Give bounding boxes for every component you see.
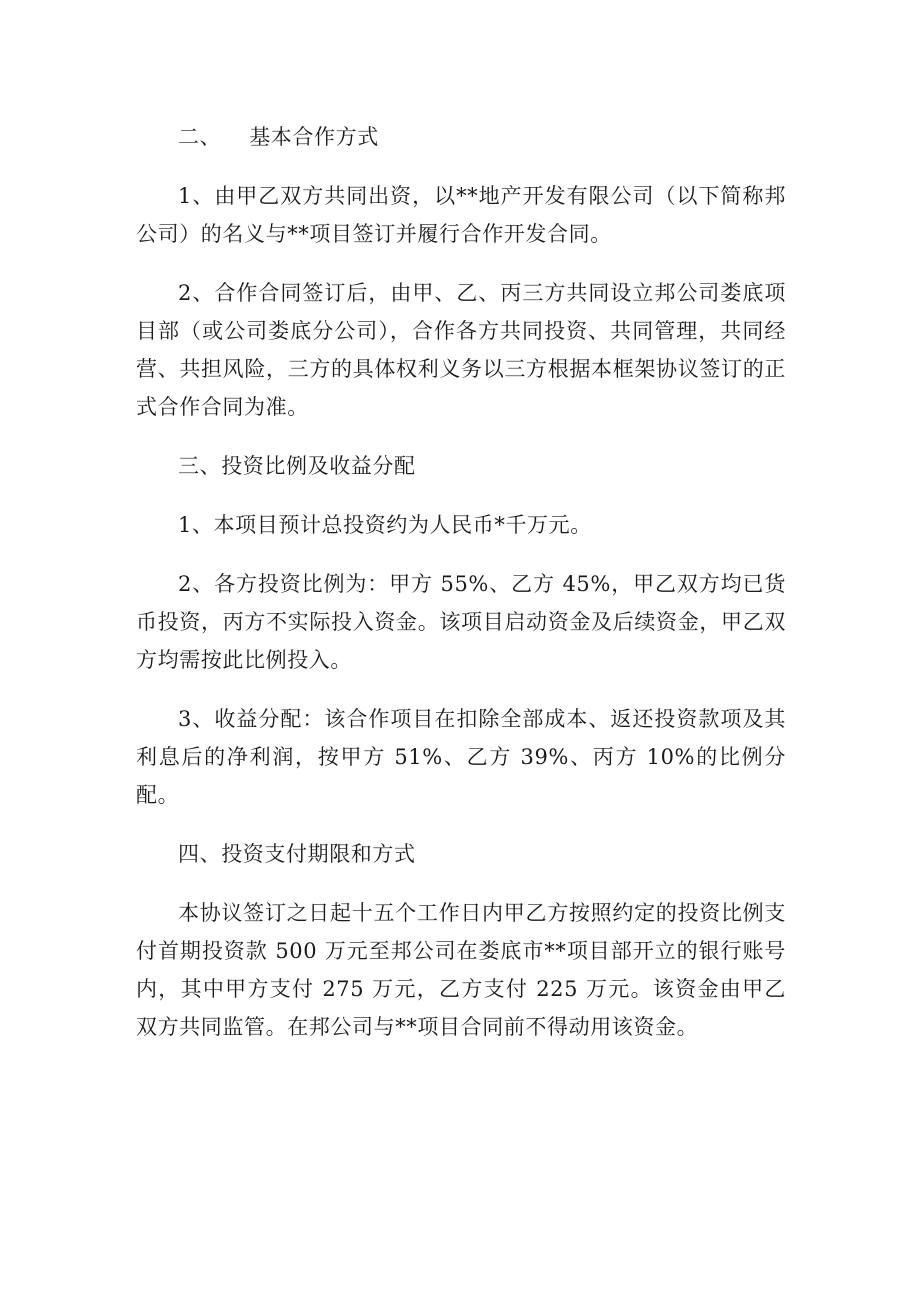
section-2-title: 基本合作方式	[249, 125, 379, 149]
section-2-heading	[136, 118, 786, 156]
section-3-paragraph-3: 3、收益分配：该合作项目在扣除全部成本、返还投资款项及其利息后的净利润，按甲方 51%、乙方 39%、丙方 10%的比例分配。	[136, 707, 786, 807]
section-2-paragraph-1: 1、由甲乙双方共同出资，以**地产开发有限公司（以下简称邦公司）的名义与**项目签订并履行合作开发合同。	[136, 184, 786, 246]
section-4-paragraph-1: 本协议签订之日起十五个工作日内甲乙方按照约定的投资比例支付首期投资款 500 万元至邦公司在娄底市**项目部开立的银行账号内，其中甲方支付 275 万元，乙方支付 225 万元。该资金由甲乙双方共同监管。在邦公司与**项目合同前不得动用该资金。	[136, 901, 786, 1039]
section-2-paragraph-2: 2、合作合同签订后，由甲、乙、丙三方共同设立邦公司娄底项目部（或公司娄底分公司），合作各方共同投资、共同管理，共同经营、共担风险，三方的具体权利义务以三方根据本框架协议签订的正式合作合同为准。	[136, 281, 786, 419]
section-3-paragraph-1: 1、本项目预计总投资约为人民币*千万元。	[178, 513, 592, 537]
section-3-paragraph-2: 2、各方投资比例为：甲方 55%、乙方 45%，甲乙双方均已货币投资，丙方不实际投入资金。该项目启动资金及后续资金，甲乙双方均需按此比例投入。	[136, 572, 786, 672]
section-2-number: 二、	[178, 125, 222, 149]
section-4-heading: 四、投资支付期限和方式	[178, 842, 416, 866]
document-body	[136, 118, 786, 1067]
section-3-heading: 三、投资比例及收益分配	[178, 454, 416, 478]
